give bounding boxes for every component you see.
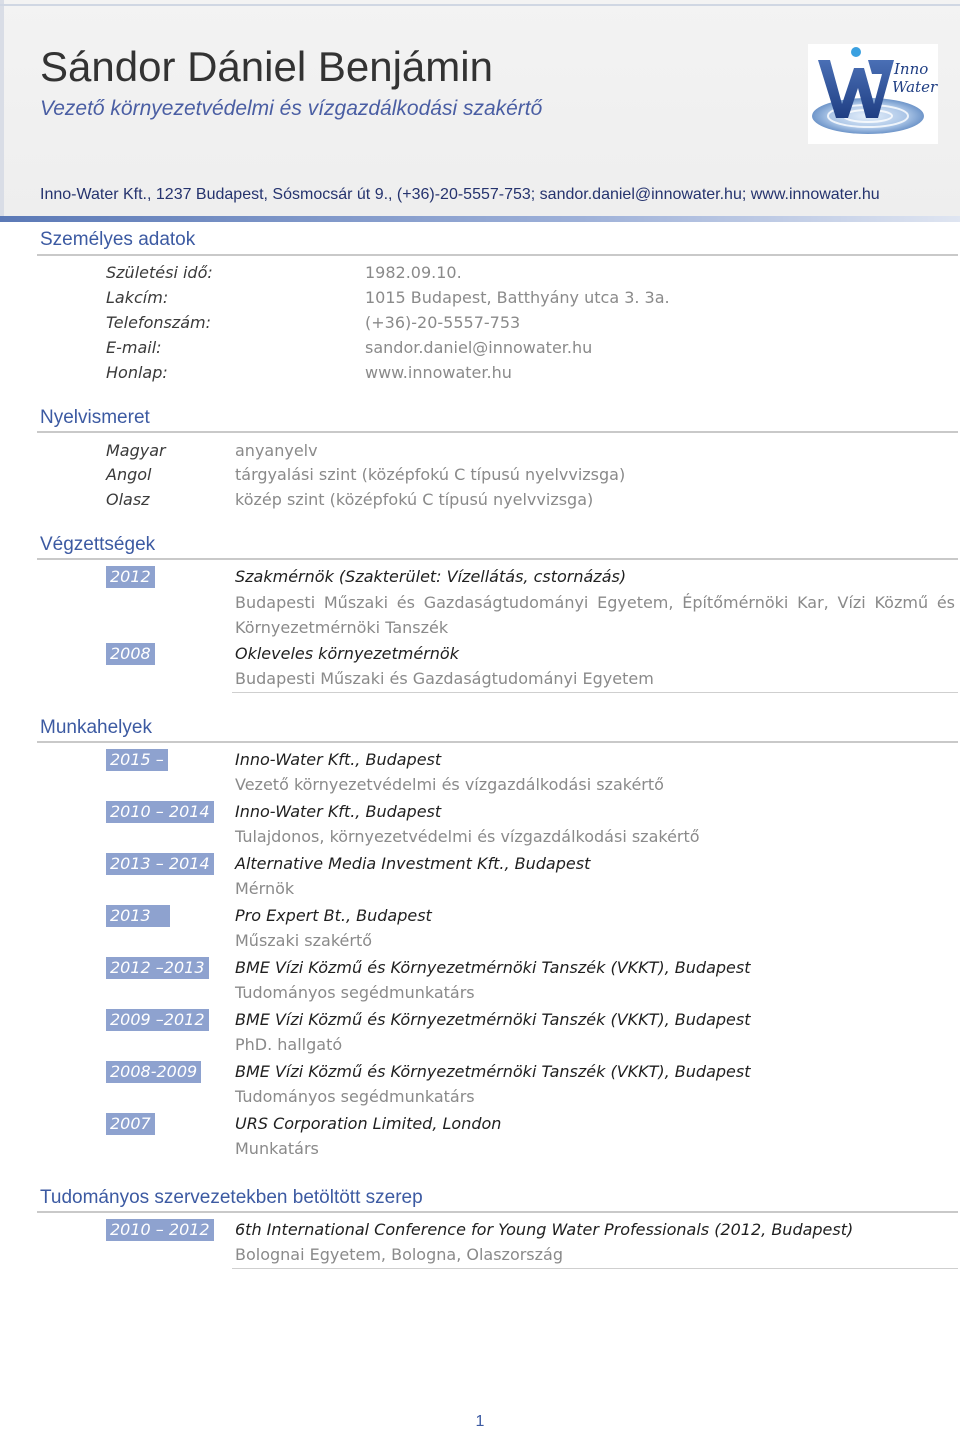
work-position: Vezető környezetvédelmi és vízgazdálkodási szakértő bbox=[235, 775, 664, 794]
work-employer: Pro Expert Bt., Budapest bbox=[235, 906, 432, 925]
language-name: Olasz bbox=[106, 490, 150, 509]
education-institution: Budapesti Műszaki és Gazdaságtudományi Egyetem bbox=[235, 669, 654, 688]
work-position: Tulajdonos, környezetvédelmi és vízgazdálkodási szakértő bbox=[235, 827, 700, 846]
education-institution: Budapesti Műszaki és Gazdaságtudományi Egyetem, Építőmérnöki Kar, Vízi Közmű és Környezetmérnöki Tanszék bbox=[235, 593, 955, 637]
work-position: PhD. hallgató bbox=[235, 1035, 343, 1054]
work-employer: Inno-Water Kft., Budapest bbox=[235, 802, 442, 821]
header-left-edge bbox=[0, 0, 4, 222]
section-title-languages: Nyelvismeret bbox=[40, 407, 150, 428]
personal-label-email: E-mail: bbox=[106, 338, 162, 357]
education-degree: Okleveles környezetmérnök bbox=[235, 644, 459, 663]
cv-header bbox=[0, 0, 960, 222]
section-title-work: Munkahelyek bbox=[40, 717, 152, 738]
header-top-line bbox=[0, 4, 960, 6]
personal-label-address: Lakcím: bbox=[106, 288, 169, 307]
work-position: Tudományos segédmunkatárs bbox=[235, 983, 475, 1002]
work-employer: BME Vízi Közmű és Környezetmérnöki Tanszék (VKKT), Budapest bbox=[235, 1010, 751, 1029]
section-divider bbox=[37, 1211, 958, 1213]
work-employer: Inno-Water Kft., Budapest bbox=[235, 750, 442, 769]
personal-value-address: 1015 Budapest, Batthyány utca 3. 3a. bbox=[365, 288, 670, 307]
header-bottom-line bbox=[0, 216, 960, 222]
contact-line: Inno-Water Kft., 1237 Budapest, Sósmocsár út 9., (+36)-20-5557-753; sandor.daniel@innowater.hu; www.innowater.hu bbox=[40, 186, 880, 203]
work-year-badge: 2013 bbox=[106, 905, 170, 927]
water-drop-logo-icon bbox=[808, 44, 938, 144]
section-divider bbox=[37, 431, 958, 433]
svg-text:Inno: Inno bbox=[894, 60, 929, 78]
work-year-badge: 2009 –2012 bbox=[106, 1009, 209, 1031]
personal-value-website[interactable]: www.innowater.hu bbox=[365, 363, 512, 382]
education-year-badge: 2008 bbox=[106, 643, 155, 665]
page-number: 1 bbox=[475, 1413, 485, 1430]
person-name: Sándor Dániel Benjámin bbox=[40, 43, 493, 90]
work-employer: BME Vízi Közmű és Környezetmérnöki Tanszék (VKKT), Budapest bbox=[235, 1062, 751, 1081]
personal-value-birth: 1982.09.10. bbox=[365, 263, 462, 282]
scientific-end-line bbox=[232, 1268, 958, 1269]
svg-text:Water: Water bbox=[892, 78, 938, 96]
person-title: Vezető környezetvédelmi és vízgazdálkodási szakértő bbox=[40, 97, 543, 120]
education-end-line bbox=[232, 692, 958, 693]
work-position: Munkatárs bbox=[235, 1139, 319, 1158]
inno-water-logo bbox=[808, 44, 938, 144]
section-divider bbox=[37, 741, 958, 743]
work-year-badge: 2012 –2013 bbox=[106, 957, 209, 979]
work-position: Tudományos segédmunkatárs bbox=[235, 1087, 475, 1106]
language-level: tárgyalási szint (középfokú C típusú nyelvvizsga) bbox=[235, 465, 626, 484]
personal-label-website: Honlap: bbox=[106, 363, 168, 382]
section-divider bbox=[37, 254, 958, 256]
scientific-organization: Bolognai Egyetem, Bologna, Olaszország bbox=[235, 1245, 563, 1264]
work-employer: Alternative Media Investment Kft., Budapest bbox=[235, 854, 591, 873]
section-title-education: Végzettségek bbox=[40, 534, 156, 555]
personal-value-phone: (+36)-20-5557-753 bbox=[365, 313, 521, 332]
education-degree: Szakmérnök (Szakterület: Vízellátás, cstornázás) bbox=[235, 567, 627, 586]
section-title-scientific: Tudományos szervezetekben betöltött szerep bbox=[40, 1187, 423, 1208]
work-year-badge: 2010 – 2014 bbox=[106, 801, 214, 823]
language-name: Angol bbox=[106, 465, 152, 484]
education-year-badge: 2012 bbox=[106, 566, 155, 588]
work-year-badge: 2008-2009 bbox=[106, 1061, 201, 1083]
personal-label-birth: Születési idő: bbox=[106, 263, 213, 282]
language-level: közép szint (középfokú C típusú nyelvvizsga) bbox=[235, 490, 594, 509]
section-title-personal: Személyes adatok bbox=[40, 229, 196, 250]
section-divider bbox=[37, 558, 958, 560]
work-position: Műszaki szakértő bbox=[235, 931, 372, 950]
personal-value-email[interactable]: sandor.daniel@innowater.hu bbox=[365, 338, 593, 357]
work-employer: BME Vízi Közmű és Környezetmérnöki Tanszék (VKKT), Budapest bbox=[235, 958, 751, 977]
scientific-event: 6th International Conference for Young Water Professionals (2012, Budapest) bbox=[235, 1220, 854, 1239]
work-year-badge: 2013 – 2014 bbox=[106, 853, 214, 875]
language-level: anyanyelv bbox=[235, 441, 318, 460]
work-year-badge: 2015 – bbox=[106, 749, 168, 771]
scientific-year-badge: 2010 – 2012 bbox=[106, 1219, 214, 1241]
work-position: Mérnök bbox=[235, 879, 295, 898]
language-name: Magyar bbox=[106, 441, 166, 460]
work-year-badge: 2007 bbox=[106, 1113, 155, 1135]
personal-label-phone: Telefonszám: bbox=[106, 313, 212, 332]
work-employer: URS Corporation Limited, London bbox=[235, 1114, 502, 1133]
